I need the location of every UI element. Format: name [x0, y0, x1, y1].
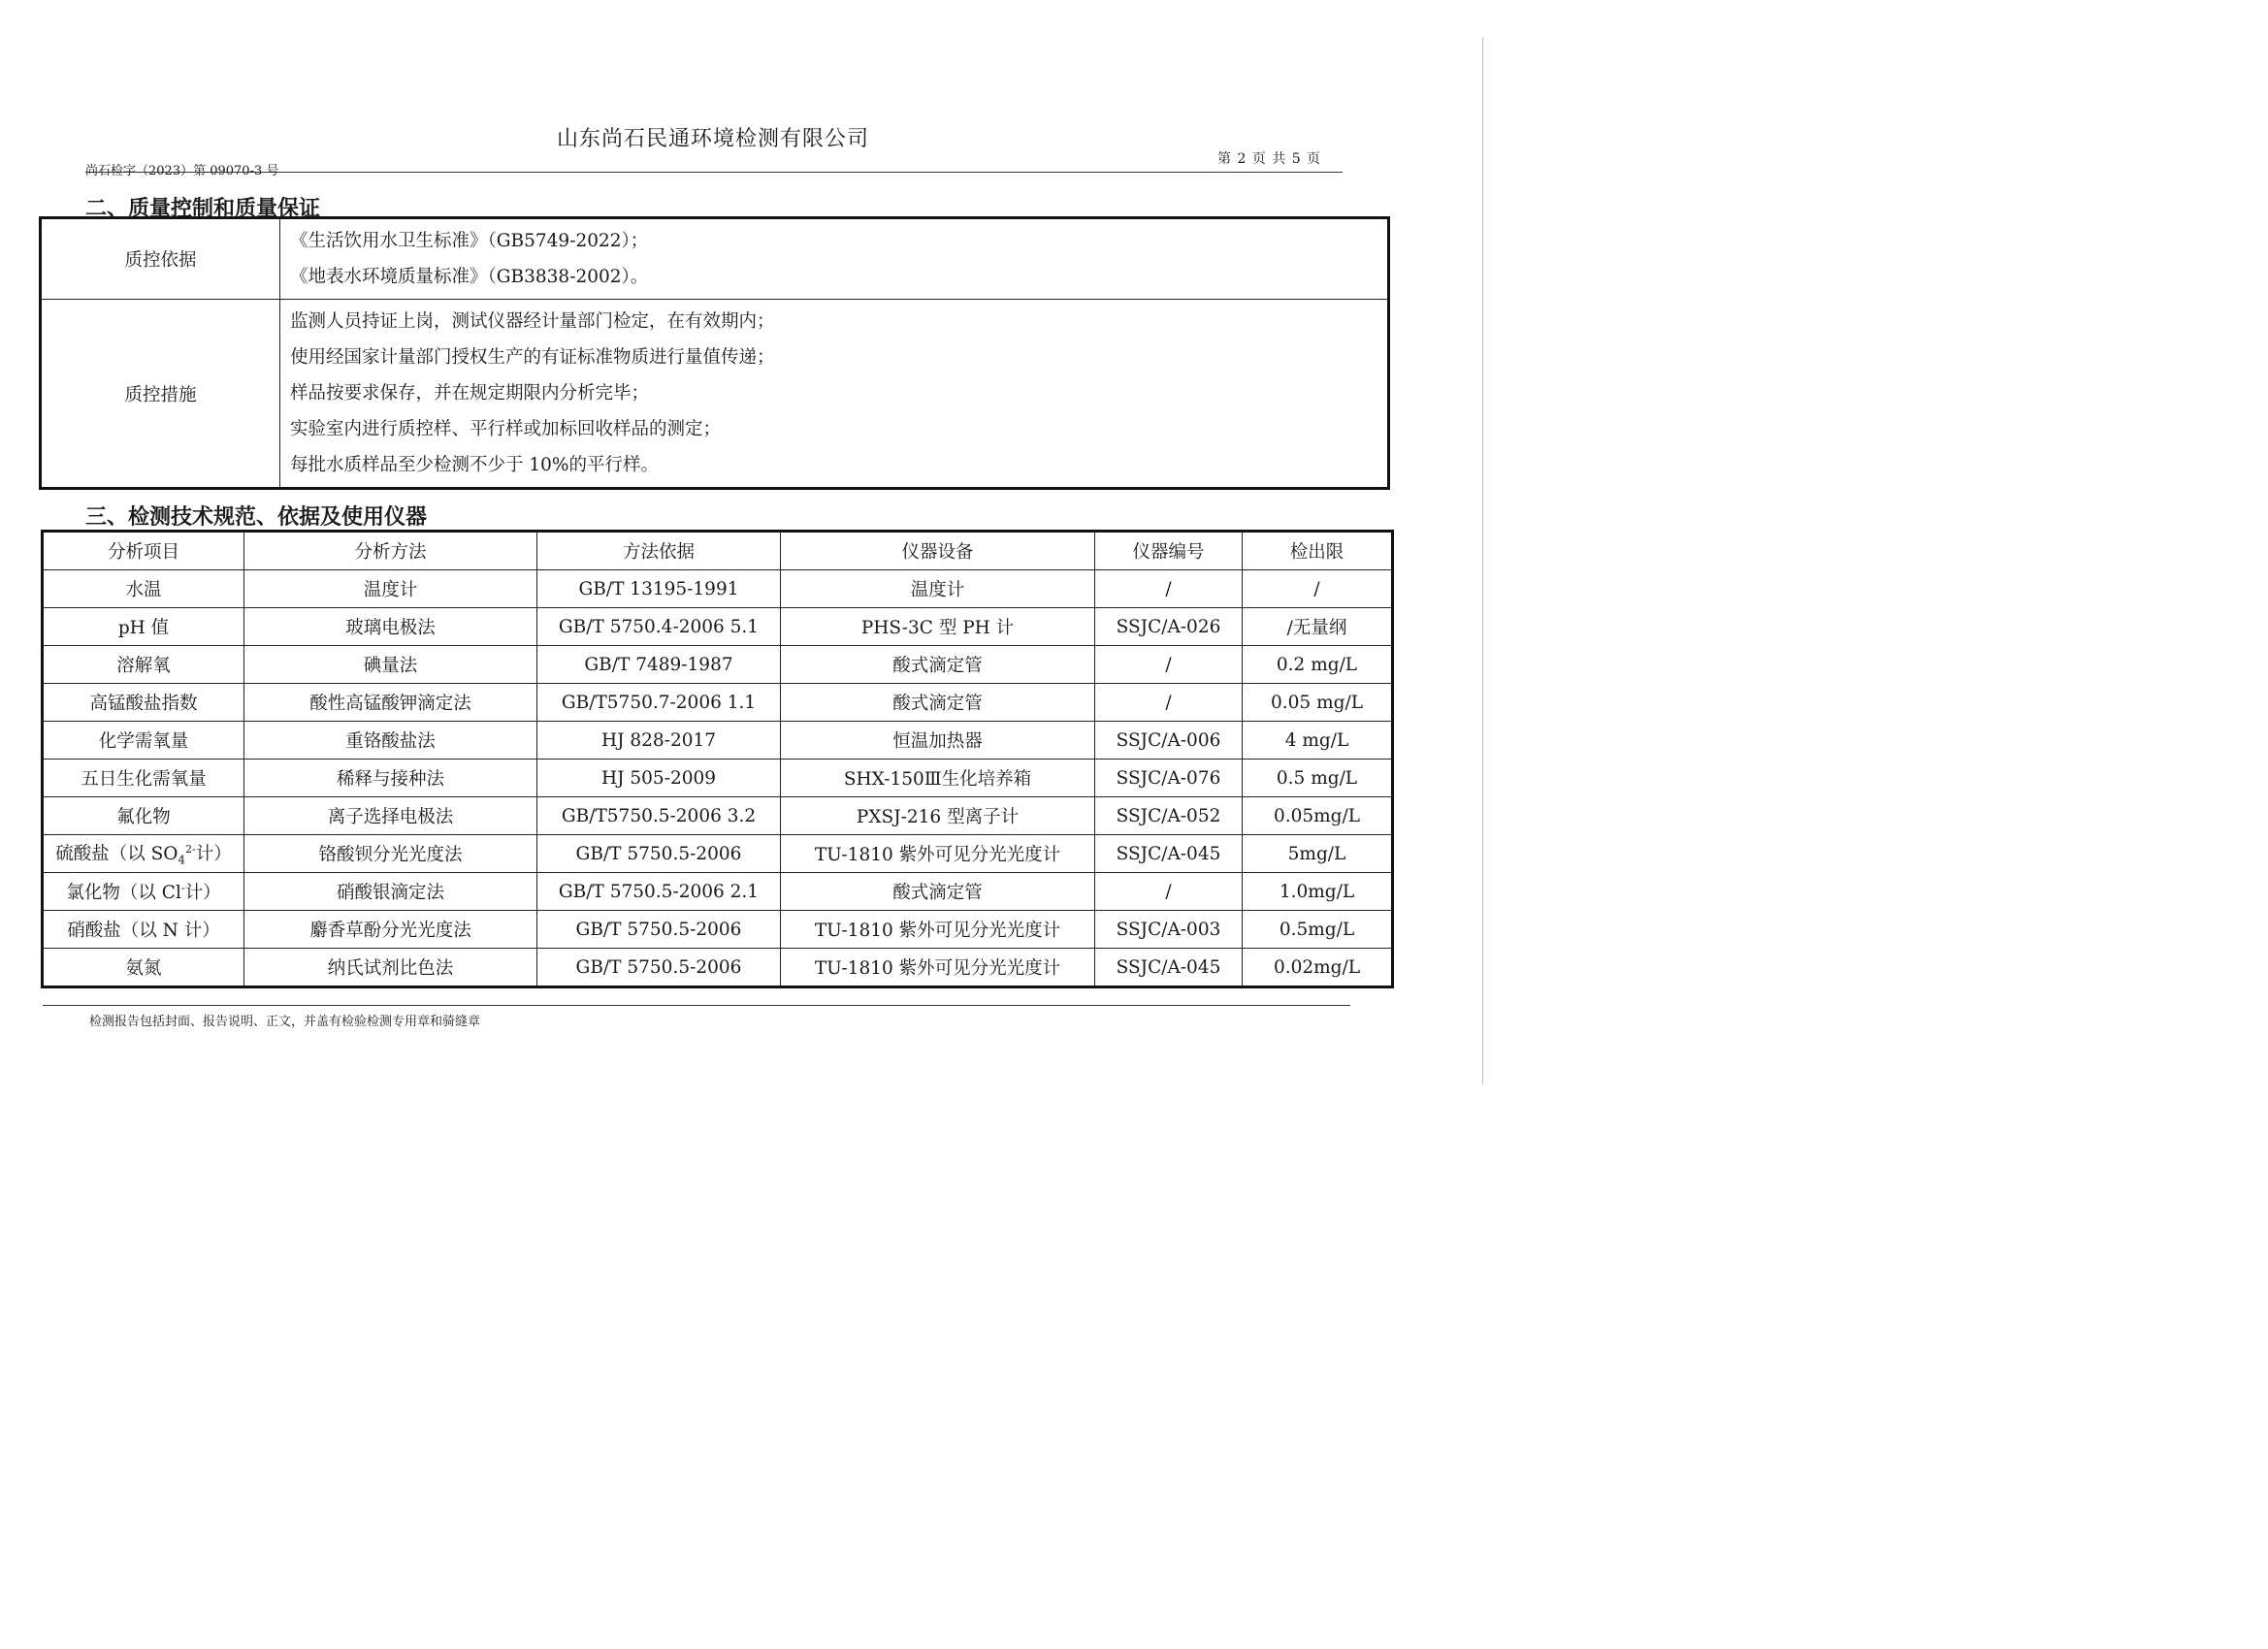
column-header: 检出限: [1243, 532, 1393, 570]
instrument: 酸式滴定管: [781, 684, 1095, 722]
analysis-method: 碘量法: [244, 646, 537, 684]
qc-measure-line: 使用经国家计量部门授权生产的有证标准物质进行量值传递；: [290, 347, 775, 368]
analysis-item: 水温: [43, 570, 244, 608]
instrument-code: SSJC/A-006: [1095, 722, 1243, 760]
analysis-item: [43, 873, 244, 911]
analysis-method: 玻璃电极法: [244, 608, 537, 646]
column-header: 仪器编号: [1095, 532, 1243, 570]
analysis-item-text: 硫酸盐（以 SO: [55, 844, 178, 865]
footer-divider: [43, 1005, 1350, 1006]
analysis-item: 化学需氧量: [43, 722, 244, 760]
analysis-method: 麝香草酚分光光度法: [244, 911, 537, 949]
table-row: [43, 760, 1393, 797]
detection-limit: 1.0mg/L: [1243, 873, 1393, 911]
table-row: [43, 949, 1393, 987]
analysis-item-text: 计）: [195, 844, 232, 865]
document-number: 尚石检字（2023）第 09070-3 号: [85, 164, 279, 178]
analysis-item: 高锰酸盐指数: [43, 684, 244, 722]
detection-limit: 0.02mg/L: [1243, 949, 1393, 987]
column-header: 仪器设备: [781, 532, 1095, 570]
footer-note: 检测报告包括封面、报告说明、正文，并盖有检验检测专用章和骑缝章: [89, 1015, 481, 1029]
qc-basis-content: [280, 218, 1389, 300]
quality-control-table: [39, 216, 1390, 490]
analysis-item-text: 氯化物（以 Cl: [66, 883, 181, 903]
column-header: 分析项目: [43, 532, 244, 570]
table-row: [43, 608, 1393, 646]
analysis-item: 氟化物: [43, 797, 244, 835]
table-row: [43, 797, 1393, 835]
test-methods-body: [43, 532, 1393, 987]
detection-limit: 0.5mg/L: [1243, 911, 1393, 949]
instrument: PHS-3C 型 PH 计: [781, 608, 1095, 646]
instrument: 酸式滴定管: [781, 646, 1095, 684]
qc-measure-line: 实验室内进行质控样、平行样或加标回收样品的测定；: [290, 419, 722, 439]
table-row: [43, 911, 1393, 949]
method-basis: HJ 505-2009: [537, 760, 781, 797]
instrument: 恒温加热器: [781, 722, 1095, 760]
column-header: 方法依据: [537, 532, 781, 570]
analysis-method: 重铬酸盐法: [244, 722, 537, 760]
analysis-item: [43, 835, 244, 873]
header-divider: [85, 172, 1343, 173]
table-row: [43, 646, 1393, 684]
qc-row-measures: [41, 300, 1389, 489]
analysis-item: 硝酸盐（以 N 计）: [43, 911, 244, 949]
instrument-code: /: [1095, 684, 1243, 722]
method-basis: GB/T 5750.4-2006 5.1: [537, 608, 781, 646]
qc-measures-label: 质控措施: [41, 300, 280, 489]
qc-measure-line: 样品按要求保存，并在规定期限内分析完毕；: [290, 383, 650, 404]
analysis-item: pH 值: [43, 608, 244, 646]
analysis-method: 离子选择电极法: [244, 797, 537, 835]
method-basis: GB/T5750.5-2006 3.2: [537, 797, 781, 835]
analysis-item: 氨氮: [43, 949, 244, 987]
method-basis: GB/T 5750.5-2006: [537, 835, 781, 873]
subscript: 4: [178, 853, 186, 867]
method-basis: GB/T 13195-1991: [537, 570, 781, 608]
instrument-code: /: [1095, 646, 1243, 684]
instrument: PXSJ-216 型离子计: [781, 797, 1095, 835]
qc-row-basis: [41, 218, 1389, 300]
instrument: TU-1810 紫外可见分光光度计: [781, 835, 1095, 873]
analysis-item: 溶解氧: [43, 646, 244, 684]
analysis-method: 稀释与接种法: [244, 760, 537, 797]
instrument-code: SSJC/A-045: [1095, 949, 1243, 987]
analysis-method: 温度计: [244, 570, 537, 608]
column-header: 分析方法: [244, 532, 537, 570]
analysis-method: 酸性高锰酸钾滴定法: [244, 684, 537, 722]
detection-limit: 0.05 mg/L: [1243, 684, 1393, 722]
table-header-row: [43, 532, 1393, 570]
instrument: TU-1810 紫外可见分光光度计: [781, 949, 1095, 987]
qc-basis-line: 《地表水环境质量标准》（GB3838-2002）。: [290, 267, 649, 287]
instrument-code: SSJC/A-045: [1095, 835, 1243, 873]
instrument: 温度计: [781, 570, 1095, 608]
table-row: [43, 873, 1393, 911]
table-row: [43, 570, 1393, 608]
instrument: 酸式滴定管: [781, 873, 1095, 911]
qc-basis-line: 《生活饮用水卫生标准》（GB5749-2022）；: [290, 231, 649, 251]
instrument-code: /: [1095, 570, 1243, 608]
instrument-code: SSJC/A-076: [1095, 760, 1243, 797]
instrument-code: SSJC/A-052: [1095, 797, 1243, 835]
instrument: SHX-150Ⅲ生化培养箱: [781, 760, 1095, 797]
section-3-title: 三、检测技术规范、依据及使用仪器: [85, 504, 428, 530]
table-row: [43, 835, 1393, 873]
instrument-code: /: [1095, 873, 1243, 911]
method-basis: HJ 828-2017: [537, 722, 781, 760]
detection-limit: /无量纲: [1243, 608, 1393, 646]
analysis-method: 硝酸银滴定法: [244, 873, 537, 911]
qc-measure-line: 监测人员持证上岗，测试仪器经计量部门检定，在有效期内；: [290, 311, 775, 332]
page-edge-line: [1482, 37, 1483, 1084]
method-basis: GB/T 5750.5-2006: [537, 911, 781, 949]
table-row: [43, 722, 1393, 760]
qc-measure-line: 每批水质样品至少检测不少于 10%的平行样。: [290, 455, 660, 475]
qc-basis-label: 质控依据: [41, 218, 280, 300]
qc-measures-content: [280, 300, 1389, 489]
section-2-title: 二、质量控制和质量保证: [85, 196, 321, 221]
superscript: 2-: [185, 843, 196, 856]
instrument-code: SSJC/A-003: [1095, 911, 1243, 949]
detection-limit: 0.05mg/L: [1243, 797, 1393, 835]
test-methods-table: [41, 530, 1394, 988]
analysis-method: 纳氏试剂比色法: [244, 949, 537, 987]
method-basis: GB/T 5750.5-2006: [537, 949, 781, 987]
method-basis: GB/T5750.7-2006 1.1: [537, 684, 781, 722]
method-basis: GB/T 5750.5-2006 2.1: [537, 873, 781, 911]
analysis-item-text: 计）: [184, 883, 221, 903]
instrument-code: SSJC/A-026: [1095, 608, 1243, 646]
detection-limit: 0.2 mg/L: [1243, 646, 1393, 684]
table-row: [43, 684, 1393, 722]
analysis-method: 铬酸钡分光光度法: [244, 835, 537, 873]
company-title: 山东尚石民通环境检测有限公司: [556, 127, 869, 151]
detection-limit: 0.5 mg/L: [1243, 760, 1393, 797]
detection-limit: 4 mg/L: [1243, 722, 1393, 760]
page-info: 第 2 页 共 5 页: [1217, 151, 1322, 167]
method-basis: GB/T 7489-1987: [537, 646, 781, 684]
detection-limit: /: [1243, 570, 1393, 608]
instrument: TU-1810 紫外可见分光光度计: [781, 911, 1095, 949]
detection-limit: 5mg/L: [1243, 835, 1393, 873]
superscript: -: [180, 881, 185, 894]
analysis-item: 五日生化需氧量: [43, 760, 244, 797]
